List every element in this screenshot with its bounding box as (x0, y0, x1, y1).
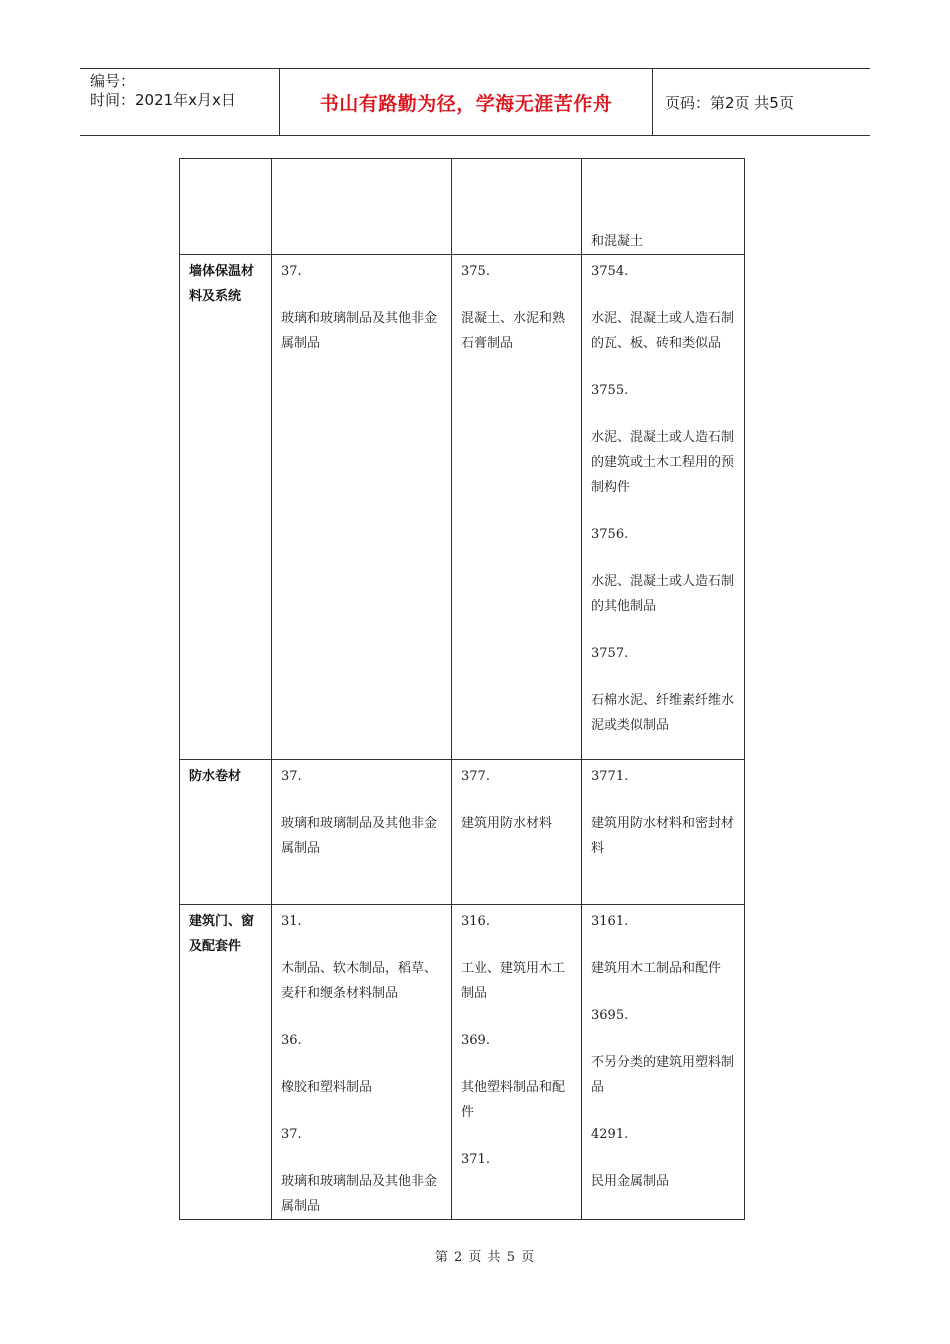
cell-paragraph: 3755. (591, 383, 629, 398)
division-cell (272, 159, 452, 255)
cell-paragraph: 377. (461, 769, 490, 784)
table-row (180, 905, 745, 1220)
group-cell (452, 159, 582, 255)
document-date-label: 时间：2021年x月x日 (90, 91, 236, 109)
table-row (180, 255, 745, 760)
cell-paragraph: 水泥、混凝土或人造石制的建筑或土木工程用的预制构件 (591, 430, 735, 495)
cell-paragraph: 3161. (591, 914, 629, 929)
cell-paragraph: 工业、建筑用木工制品 (461, 961, 566, 1001)
group-cell (452, 255, 582, 760)
cell-paragraph: 民用金属制品 (591, 1174, 670, 1189)
cell-paragraph: 石棉水泥、纤维素纤维水泥或类似制品 (591, 693, 735, 733)
class-cell (582, 760, 745, 905)
class-cell (582, 255, 745, 760)
cell-paragraph: 3754. (591, 264, 629, 279)
cell-paragraph: 橡胶和塑料制品 (281, 1080, 373, 1095)
cell-paragraph: 3756. (591, 527, 629, 542)
group-cell (452, 760, 582, 905)
cell-paragraph: 建筑用木工制品和配件 (591, 961, 722, 976)
cell-paragraph: 375. (461, 264, 490, 279)
category-cell: 墙体保温材料及系统 (180, 255, 272, 760)
header-page-label: 页码：第2页 共5页 (665, 93, 794, 112)
cell-paragraph: 混凝土、水泥和熟石膏制品 (461, 311, 566, 351)
cell-paragraph: 31. (281, 914, 302, 929)
cell-paragraph: 和混凝土 (591, 234, 644, 249)
cell-paragraph: 37. (281, 769, 302, 784)
table-row (180, 159, 745, 255)
header-meta (80, 69, 280, 135)
division-cell (272, 760, 452, 905)
cell-paragraph: 36. (281, 1033, 302, 1048)
category-cell: 建筑门、窗及配套件 (180, 905, 272, 1220)
classification-table (179, 158, 745, 1220)
division-cell (272, 905, 452, 1220)
header-motto: 书山有路勤为径，学海无涯苦作舟 (280, 69, 653, 135)
category-cell (180, 159, 272, 255)
page-footer: 第 2 页 共 5 页 (434, 1250, 536, 1265)
class-cell (582, 159, 745, 255)
class-cell (582, 905, 745, 1220)
cell-paragraph: 4291. (591, 1127, 629, 1142)
cell-paragraph: 369. (461, 1033, 490, 1048)
cell-paragraph: 3695. (591, 1008, 629, 1023)
cell-paragraph: 木制品、软木制品，稻草、麦秆和缏条材料制品 (281, 961, 438, 1001)
cell-paragraph: 水泥、混凝土或人造石制的瓦、板、砖和类似品 (591, 311, 735, 351)
cell-paragraph: 37. (281, 1127, 302, 1142)
page-header (80, 68, 870, 136)
group-cell (452, 905, 582, 1220)
cell-paragraph: 玻璃和玻璃制品及其他非金属制品 (281, 1174, 438, 1214)
cell-paragraph: 371. (461, 1152, 490, 1167)
cell-paragraph: 不另分类的建筑用塑料制品 (591, 1055, 735, 1095)
document-number-label: 编号： (90, 72, 136, 90)
division-cell (272, 255, 452, 760)
cell-paragraph: 建筑用防水材料 (461, 816, 553, 831)
cell-paragraph: 3757. (591, 646, 629, 661)
cell-paragraph: 玻璃和玻璃制品及其他非金属制品 (281, 816, 438, 856)
cell-paragraph: 玻璃和玻璃制品及其他非金属制品 (281, 311, 438, 351)
cell-paragraph: 建筑用防水材料和密封材料 (591, 816, 735, 856)
cell-paragraph: 37. (281, 264, 302, 279)
cell-paragraph: 3771. (591, 769, 629, 784)
cell-paragraph: 水泥、混凝土或人造石制的其他制品 (591, 574, 735, 614)
table-row (180, 760, 745, 905)
cell-paragraph: 其他塑料制品和配件 (461, 1080, 566, 1120)
category-cell: 防水卷材 (180, 760, 272, 905)
cell-paragraph: 316. (461, 914, 490, 929)
